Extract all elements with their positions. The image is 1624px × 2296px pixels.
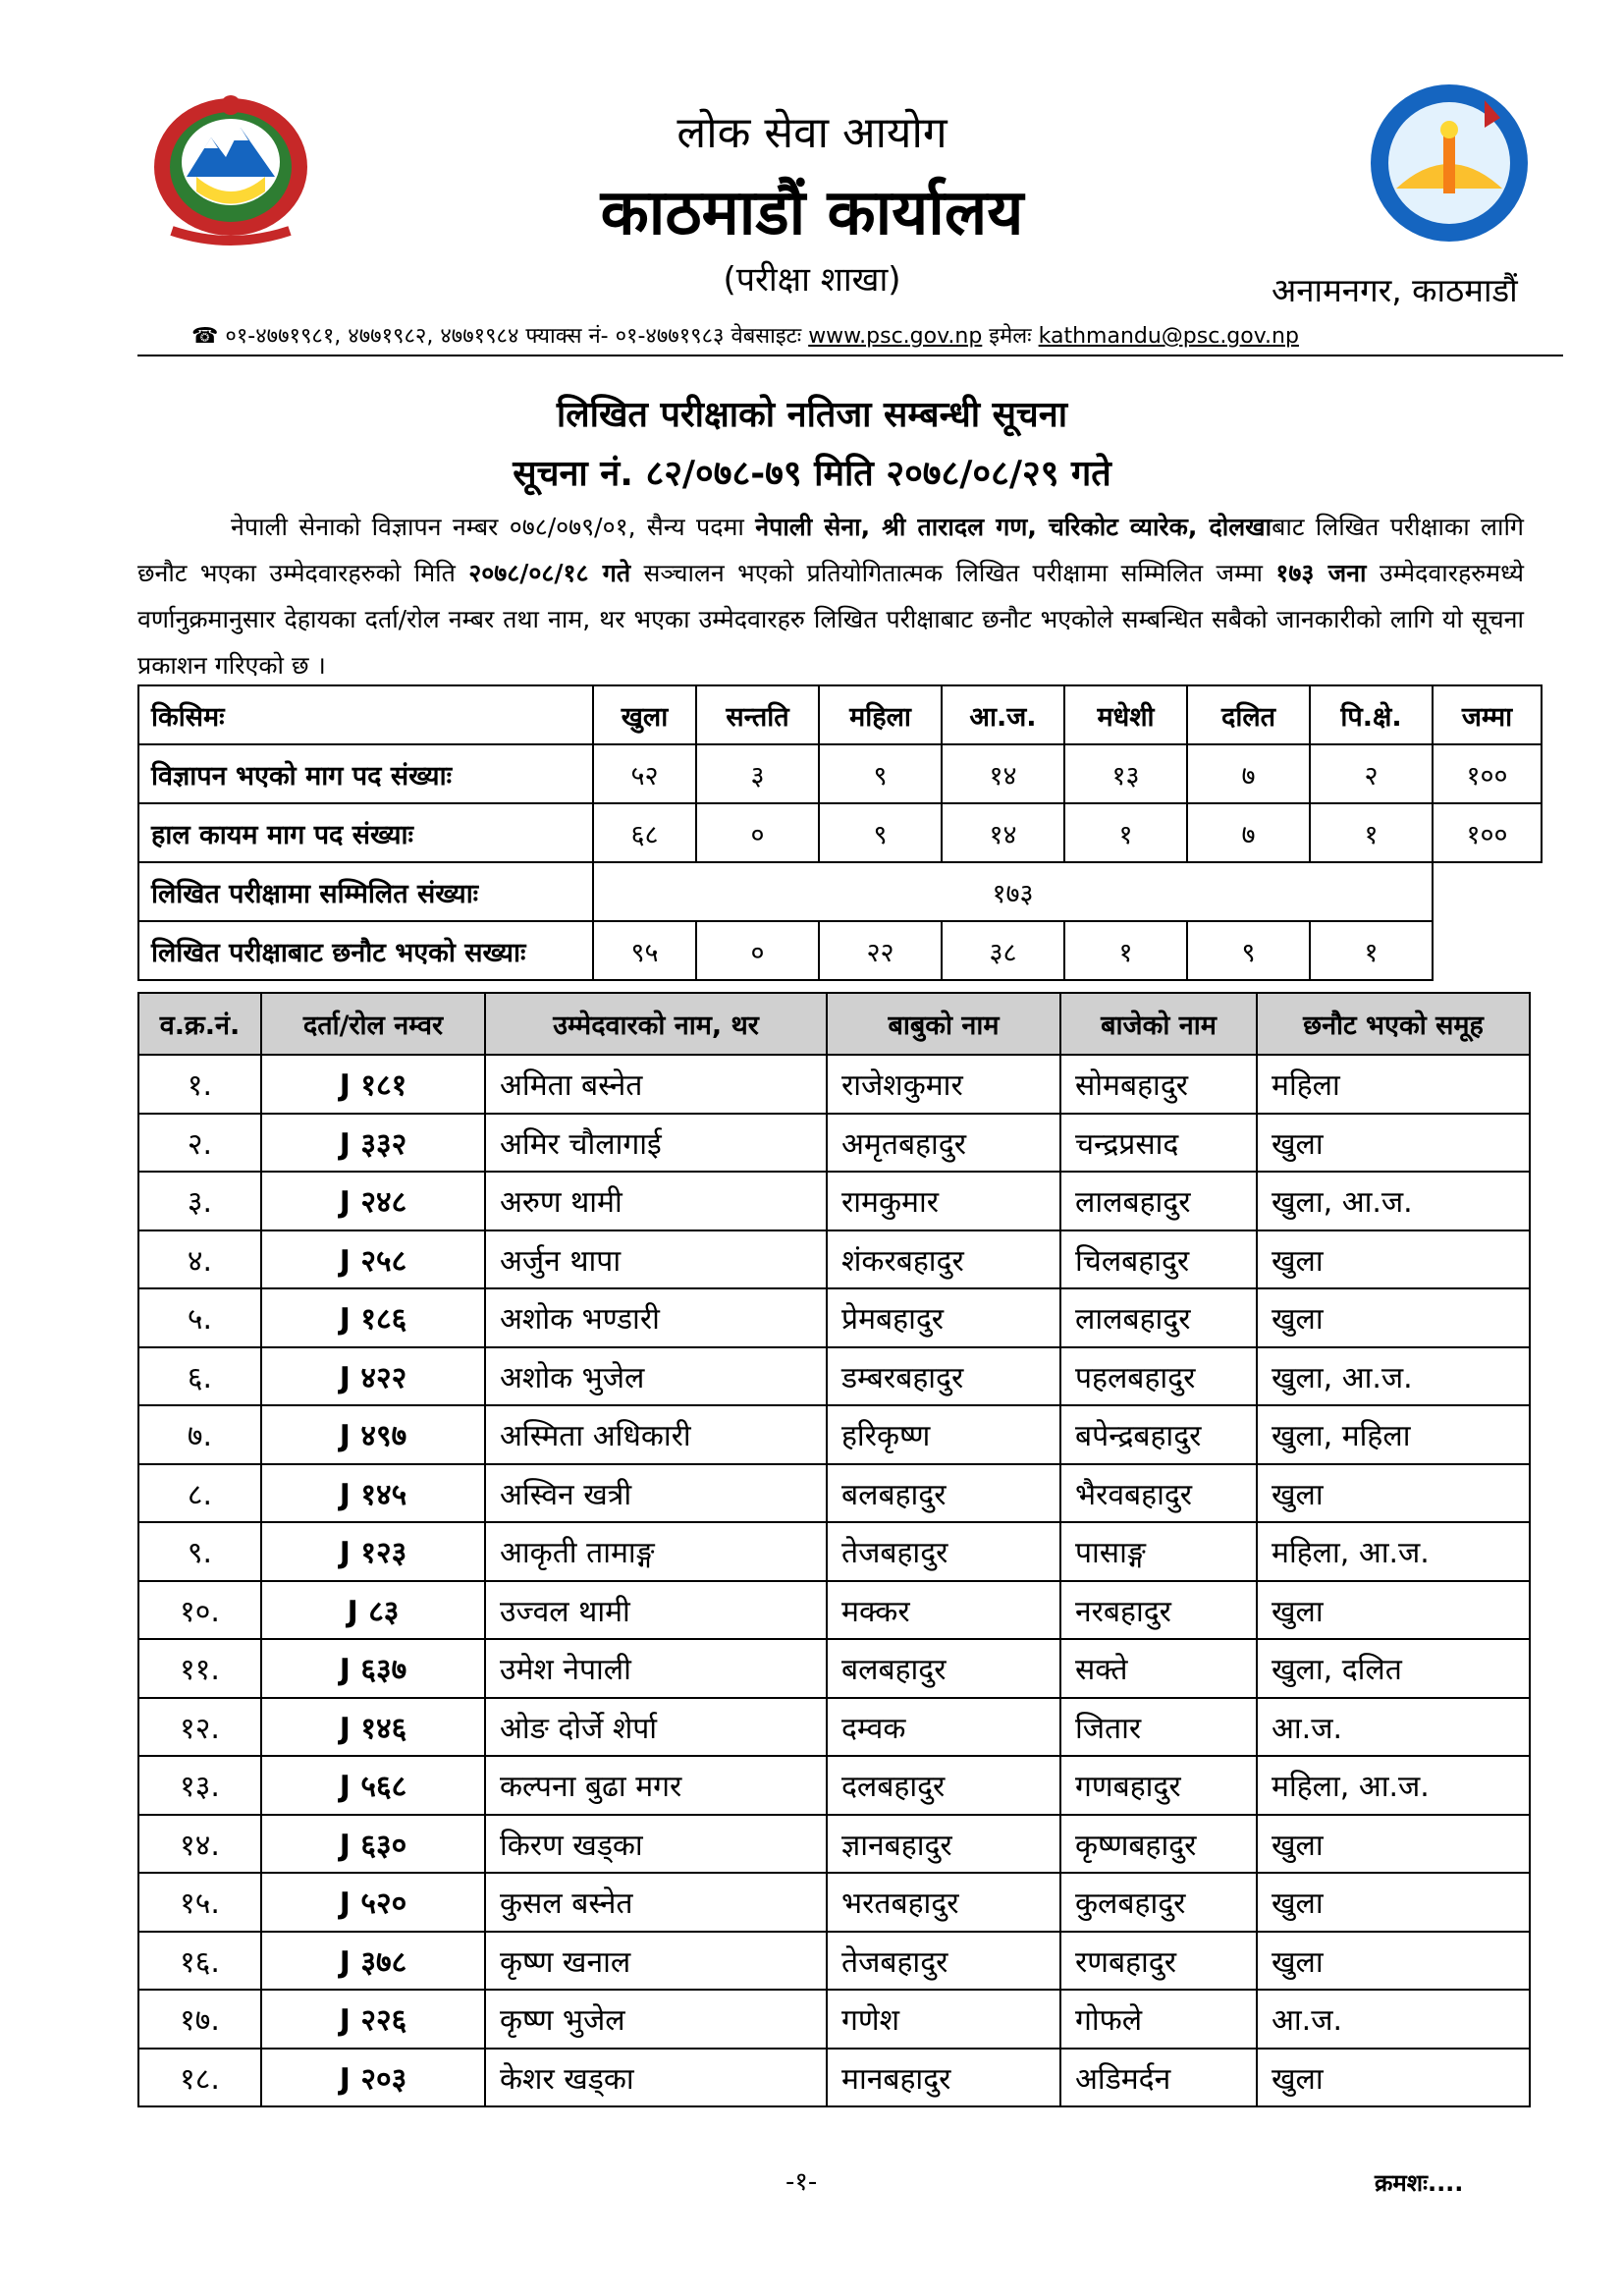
header-name: उम्मेदवारको नाम, थर [485, 993, 827, 1055]
office-title: काठमाडौं कार्यालय [600, 177, 1024, 249]
cell: ७ [1187, 803, 1310, 862]
father-cell: गणेश [827, 1990, 1060, 2049]
father-cell: तेजबहादुर [827, 1932, 1060, 1991]
serial-cell: १२. [138, 1698, 261, 1757]
grandfather-cell: जितार [1060, 1698, 1257, 1757]
row-label: हाल कायम माग पद संख्याः [138, 803, 593, 862]
serial-cell: ११. [138, 1639, 261, 1698]
grandfather-cell: गणबहादुर [1060, 1756, 1257, 1815]
father-cell: बलबहादुर [827, 1639, 1060, 1698]
father-cell: डम्बरबहादुर [827, 1347, 1060, 1406]
father-cell: भरतबहादुर [827, 1873, 1060, 1932]
cell: १०० [1433, 803, 1542, 862]
grandfather-cell: रणबहादुर [1060, 1932, 1257, 1991]
table-row [138, 1172, 1530, 1230]
table-row [138, 1873, 1530, 1932]
name-cell: उमेश नेपाली [485, 1639, 827, 1698]
name-cell: कृष्ण भुजेल [485, 1990, 827, 2049]
cell: ३ [696, 744, 819, 803]
serial-cell: ६. [138, 1347, 261, 1406]
cell: ३८ [942, 921, 1064, 980]
para-date: २०७८/०८/१८ गते [468, 559, 631, 587]
father-cell: मानबहादुर [827, 2049, 1060, 2107]
roll-cell: J १८६ [261, 1288, 485, 1347]
page-number: -१- [785, 2167, 818, 2197]
cell: ० [696, 803, 819, 862]
table-row [138, 1114, 1530, 1173]
group-cell: खुला [1257, 1815, 1530, 1874]
serial-cell: ९. [138, 1522, 261, 1581]
group-cell: आ.ज. [1257, 1698, 1530, 1757]
name-cell: अर्जुन थापा [485, 1230, 827, 1289]
cell: १४ [942, 744, 1064, 803]
results-header-row [138, 993, 1530, 1055]
participated-total: १७३ [593, 862, 1433, 921]
group-cell: खुला, महिला [1257, 1405, 1530, 1464]
name-cell: आकृती तामाङ्ग [485, 1522, 827, 1581]
contact-line [191, 320, 1299, 350]
serial-cell: ७. [138, 1405, 261, 1464]
header-grandfather: बाजेको नाम [1060, 993, 1257, 1055]
grandfather-cell: चिलबहादुर [1060, 1230, 1257, 1289]
summary-header-row [138, 685, 1542, 744]
name-cell: कल्पना बुढा मगर [485, 1756, 827, 1815]
row-label: विज्ञापन भएको माग पद संख्याः [138, 744, 593, 803]
col-header: दलित [1187, 685, 1310, 744]
para-text-2: सैन्य पदमा [635, 513, 756, 541]
name-cell: किरण खड्का [485, 1815, 827, 1874]
group-cell: खुला [1257, 1288, 1530, 1347]
serial-cell: १४. [138, 1815, 261, 1874]
father-cell: अमृतबहादुर [827, 1114, 1060, 1173]
name-cell: अरुण थामी [485, 1172, 827, 1230]
group-cell: आ.ज. [1257, 1990, 1530, 2049]
para-text-1: नेपाली सेनाको विज्ञापन नम्बर [231, 513, 510, 541]
cell: ५२ [593, 744, 696, 803]
group-cell: खुला [1257, 1230, 1530, 1289]
cell: ७ [1187, 744, 1310, 803]
para-text-5: उम्मेदवारहरुमध्ये वर्णानुक्रमानुसार देहायका दर्ता/रोल नम्बर तथा नाम, थर भएका उम्मेदवारहरु लिखित परीक्षाबाट छनौट भएकोले सम्बन्धित सबैको जानकारीको लागि यो सूचना प्रकाशन गरिएको छ । [137, 559, 1525, 680]
phone-icon: ☎ [191, 324, 219, 349]
continued-label: क्रमशः.... [1375, 2169, 1464, 2197]
group-cell: महिला [1257, 1055, 1530, 1114]
header-father: बाबुको नाम [827, 993, 1060, 1055]
row-label: लिखित परीक्षामा सम्मिलित संख्याः [138, 862, 593, 921]
table-row [138, 1405, 1530, 1464]
roll-cell: J १२३ [261, 1522, 485, 1581]
advertised-row [138, 744, 1542, 803]
notice-number: सूचना नं. ८२/०७८-७९ मिति २०७८/०८/२९ गते [513, 454, 1111, 494]
header-roll: दर्ता/रोल नम्वर [261, 993, 485, 1055]
roll-cell: J ५६८ [261, 1756, 485, 1815]
col-header: जम्मा [1433, 685, 1542, 744]
website-link[interactable]: www.psc.gov.np [808, 324, 983, 349]
table-row [138, 1756, 1530, 1815]
row-label: लिखित परीक्षाबाट छनौट भएको सख्याः [138, 921, 593, 980]
email-label: इमेलः [989, 324, 1032, 349]
serial-cell: १७. [138, 1990, 261, 2049]
cell: ६८ [593, 803, 696, 862]
cell: ० [696, 921, 819, 980]
name-cell: अशोक भण्डारी [485, 1288, 827, 1347]
cell: ९५ [593, 921, 696, 980]
cell: २२ [819, 921, 942, 980]
grandfather-cell: बपेन्द्रबहादुर [1060, 1405, 1257, 1464]
group-cell: महिला, आ.ज. [1257, 1756, 1530, 1815]
col-header: सन्तति [696, 685, 819, 744]
para-adv-no: ०७८/०७९/०१, [509, 513, 636, 541]
table-row [138, 1230, 1530, 1289]
grandfather-cell: सोमबहादुर [1060, 1055, 1257, 1114]
roll-cell: J ४९७ [261, 1405, 485, 1464]
notice-paragraph [137, 504, 1524, 688]
roll-cell: J ५२० [261, 1873, 485, 1932]
table-row [138, 1990, 1530, 2049]
table-row [138, 1698, 1530, 1757]
roll-cell: J १४५ [261, 1464, 485, 1523]
current-row [138, 803, 1542, 862]
grandfather-cell: अडिमर्दन [1060, 2049, 1257, 2107]
father-cell: हरिकृष्ण [827, 1405, 1060, 1464]
table-row [138, 1288, 1530, 1347]
grandfather-cell: चन्द्रप्रसाद [1060, 1114, 1257, 1173]
group-cell: खुला, आ.ज. [1257, 1347, 1530, 1406]
name-cell: केशर खड्का [485, 2049, 827, 2107]
header-divider [137, 355, 1563, 356]
grandfather-cell: गोफले [1060, 1990, 1257, 2049]
father-cell: तेजबहादुर [827, 1522, 1060, 1581]
grandfather-cell: सक्ते [1060, 1639, 1257, 1698]
para-unit: नेपाली सेना, श्री तारादल गण, चरिकोट व्यारेक, दोलखा [755, 513, 1272, 541]
col-header: मधेशी [1064, 685, 1187, 744]
cell: १३ [1064, 744, 1187, 803]
roll-cell: J ४२२ [261, 1347, 485, 1406]
type-label: किसिमः [138, 685, 593, 744]
father-cell: शंकरबहादुर [827, 1230, 1060, 1289]
grandfather-cell: कृष्णबहादुर [1060, 1815, 1257, 1874]
participated-row [138, 862, 1542, 921]
name-cell: कुसल बस्नेत [485, 1873, 827, 1932]
para-text-3: बाट लिखित परीक्षाका लागि छनौट भएका उम्मेदवारहरुको मिति [137, 513, 1525, 587]
group-cell: खुला [1257, 1932, 1530, 1991]
roll-cell: J ६३० [261, 1815, 485, 1874]
cell: २ [1310, 744, 1433, 803]
roll-cell: J ८३ [261, 1581, 485, 1640]
roll-cell: J २४८ [261, 1172, 485, 1230]
grandfather-cell: पासाङ्ग [1060, 1522, 1257, 1581]
serial-cell: १५. [138, 1873, 261, 1932]
name-cell: अमिता बस्नेत [485, 1055, 827, 1114]
serial-cell: २. [138, 1114, 261, 1173]
name-cell: ओङ दोर्जे शेर्पा [485, 1698, 827, 1757]
group-cell: खुला [1257, 1464, 1530, 1523]
grandfather-cell: पहलबहादुर [1060, 1347, 1257, 1406]
grandfather-cell: लालबहादुर [1060, 1288, 1257, 1347]
grandfather-cell: भैरवबहादुर [1060, 1464, 1257, 1523]
roll-cell: J २५८ [261, 1230, 485, 1289]
branch-name: (परीक्षा शाखा) [723, 260, 901, 300]
roll-cell: J ३३२ [261, 1114, 485, 1173]
father-cell: बलबहादुर [827, 1464, 1060, 1523]
org-title: लोक सेवा आयोग [677, 108, 947, 158]
para-count: १७३ जना [1275, 559, 1367, 587]
name-cell: अशोक भुजेल [485, 1347, 827, 1406]
col-header: महिला [819, 685, 942, 744]
table-row [138, 1932, 1530, 1991]
serial-cell: ८. [138, 1464, 261, 1523]
serial-cell: १३. [138, 1756, 261, 1815]
name-cell: अस्मिता अधिकारी [485, 1405, 827, 1464]
table-row [138, 2049, 1530, 2107]
col-header: खुला [593, 685, 696, 744]
table-row [138, 1464, 1530, 1523]
table-row [138, 1347, 1530, 1406]
table-row [138, 1581, 1530, 1640]
roll-cell: J ६३७ [261, 1639, 485, 1698]
para-text-4: सञ्चालन भएको प्रतियोगितात्मक लिखित परीक्षामा सम्मिलित जम्मा [630, 559, 1276, 587]
roll-cell: J २२६ [261, 1990, 485, 2049]
father-cell: राजेशकुमार [827, 1055, 1060, 1114]
father-cell: दम्वक [827, 1698, 1060, 1757]
header-group: छनौट भएको समूह [1257, 993, 1530, 1055]
grandfather-cell: लालबहादुर [1060, 1172, 1257, 1230]
father-cell: दलबहादुर [827, 1756, 1060, 1815]
cell: ९ [1187, 921, 1310, 980]
father-cell: रामकुमार [827, 1172, 1060, 1230]
table-row [138, 1522, 1530, 1581]
email-link[interactable]: kathmandu@psc.gov.np [1038, 324, 1299, 349]
selected-row [138, 921, 1542, 980]
father-cell: ज्ञानबहादुर [827, 1815, 1060, 1874]
name-cell: उज्वल थामी [485, 1581, 827, 1640]
results-table [137, 992, 1531, 2107]
roll-cell: J १८१ [261, 1055, 485, 1114]
cell: ९ [819, 803, 942, 862]
table-row [138, 1639, 1530, 1698]
serial-cell: ३. [138, 1172, 261, 1230]
cell: १ [1064, 921, 1187, 980]
serial-cell: ४. [138, 1230, 261, 1289]
office-address: अनामनगर, काठमाडौं [1272, 271, 1518, 309]
summary-table [137, 684, 1543, 981]
cell: ९ [819, 744, 942, 803]
cell: १४ [942, 803, 1064, 862]
col-header: आ.ज. [942, 685, 1064, 744]
group-cell: खुला [1257, 1873, 1530, 1932]
header-serial: व.क्र.नं. [138, 993, 261, 1055]
cell: १०० [1433, 744, 1542, 803]
notice-title: लिखित परीक्षाको नतिजा सम्बन्धी सूचना [556, 395, 1068, 435]
father-cell: मक्कर [827, 1581, 1060, 1640]
grandfather-cell: कुलबहादुर [1060, 1873, 1257, 1932]
serial-cell: १८. [138, 2049, 261, 2107]
grandfather-cell: नरबहादुर [1060, 1581, 1257, 1640]
name-cell: अस्विन खत्री [485, 1464, 827, 1523]
group-cell: खुला, दलित [1257, 1639, 1530, 1698]
group-cell: महिला, आ.ज. [1257, 1522, 1530, 1581]
cell: १ [1310, 803, 1433, 862]
roll-cell: J १४६ [261, 1698, 485, 1757]
group-cell: खुला, आ.ज. [1257, 1172, 1530, 1230]
name-cell: अमिर चौलागाई [485, 1114, 827, 1173]
roll-cell: J २०३ [261, 2049, 485, 2107]
serial-cell: १०. [138, 1581, 261, 1640]
group-cell: खुला [1257, 2049, 1530, 2107]
serial-cell: १. [138, 1055, 261, 1114]
table-row [138, 1055, 1530, 1114]
cell: १ [1310, 921, 1433, 980]
table-row [138, 1815, 1530, 1874]
roll-cell: J ३७८ [261, 1932, 485, 1991]
group-cell: खुला [1257, 1114, 1530, 1173]
father-cell: प्रेमबहादुर [827, 1288, 1060, 1347]
cell: १ [1064, 803, 1187, 862]
contact-numbers: ०१-४७७१९८१, ४७७१९८२, ४७७१९८४ फ्याक्स नं- ०१-४७७१९८३ वेबसाइटः [225, 324, 802, 349]
serial-cell: ५. [138, 1288, 261, 1347]
name-cell: कृष्ण खनाल [485, 1932, 827, 1991]
col-header: पि.क्षे. [1310, 685, 1433, 744]
group-cell: खुला [1257, 1581, 1530, 1640]
serial-cell: १६. [138, 1932, 261, 1991]
